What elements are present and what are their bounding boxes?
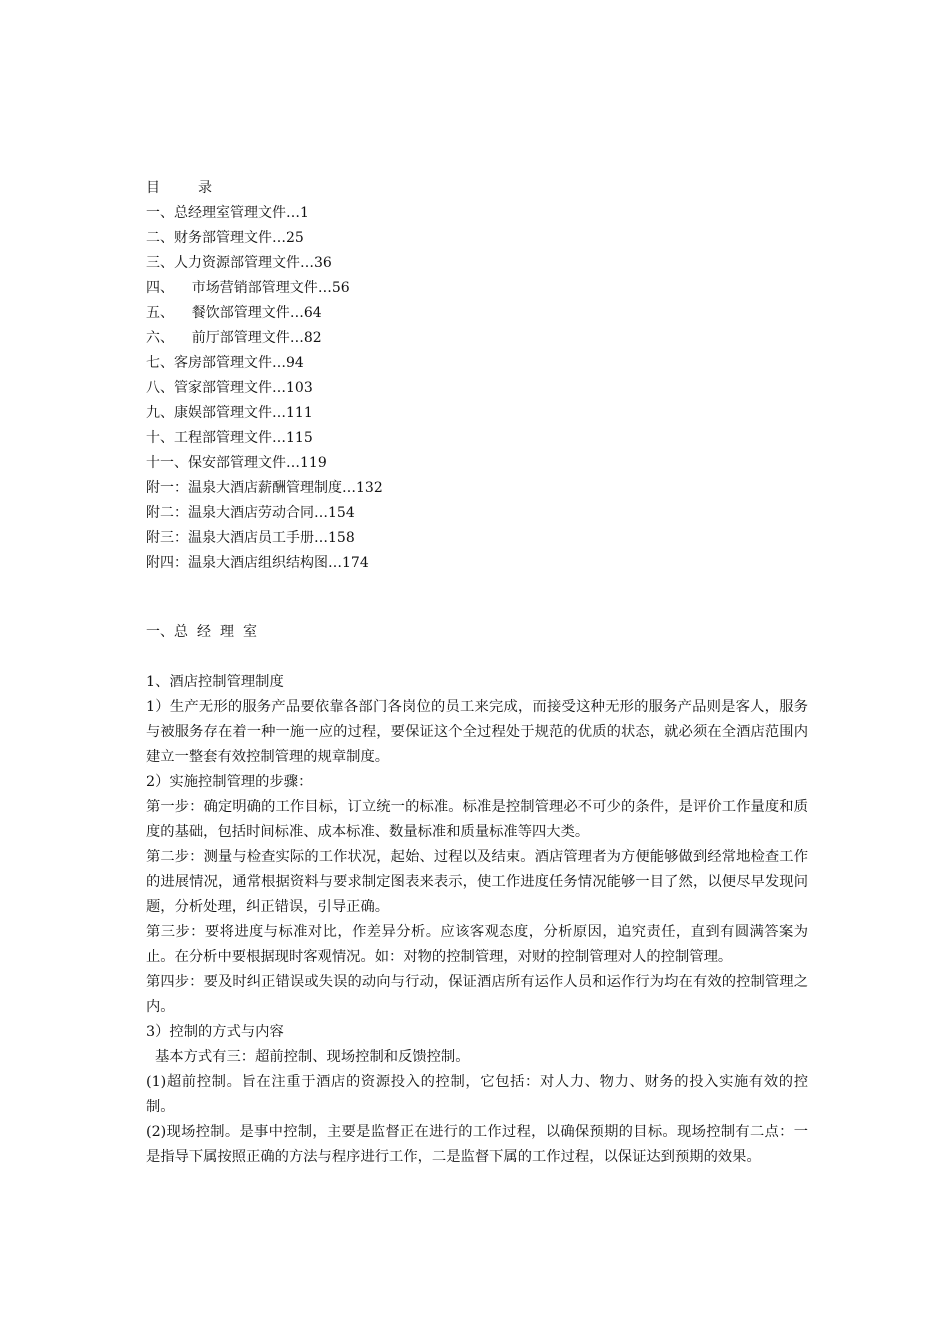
toc-entry-label: 附二：温泉大酒店劳动合同 xyxy=(146,505,314,521)
body-paragraph: 第一步：确定明确的工作目标，订立统一的标准。标准是控制管理必不可少的条件，是评价工作量度和质度的基础，包括时间标准、成本标准、数量标准和质量标准等四大类。 xyxy=(146,799,808,840)
toc-entry xyxy=(146,276,666,301)
toc-entry-label: 附三：温泉大酒店员工手册 xyxy=(146,530,314,546)
body-paragraph: 1）生产无形的服务产品要依靠各部门各岗位的员工来完成，而接受这种无形的服务产品则是客人，服务与被服务存在着一种一施一应的过程，要保证这个全过程处于规范的优质的状态，就必须在全酒店范围内建立一整套有效控制管理的规章制度。 xyxy=(146,699,808,765)
toc-leader-dots: … xyxy=(314,530,328,546)
paragraph-list xyxy=(146,670,808,1170)
toc-page-number: 56 xyxy=(331,280,350,296)
toc-page-number: 82 xyxy=(303,330,322,346)
section-body xyxy=(146,620,808,1170)
body-paragraph: 2）实施控制管理的步骤： xyxy=(146,774,313,790)
section-heading xyxy=(146,620,808,644)
toc-page-number: 64 xyxy=(303,305,322,321)
body-paragraph: (2)现场控制。是事中控制，主要是监督正在进行的工作过程，以确保预期的目标。现场控制有二点：一是指导下属按照正确的方法与程序进行工作，二是监督下属的工作过程，以保证达到预期的效果。 xyxy=(146,1124,808,1165)
toc-leader-dots: … xyxy=(286,455,300,471)
toc-leader-dots: … xyxy=(272,230,286,246)
toc-entry-label: 附一：温泉大酒店薪酬管理制度 xyxy=(146,480,342,496)
toc-page-number: 154 xyxy=(328,505,355,521)
body-paragraph: 第四步：要及时纠正错误或失误的动向与行动，保证酒店所有运作人员和运作行为均在有效的控制管理之内。 xyxy=(146,974,808,1015)
toc-entry-label: 七、客房部管理文件 xyxy=(146,355,272,371)
toc-entry-label: 十、工程部管理文件 xyxy=(146,430,272,446)
body-paragraph: 第二步：测量与检查实际的工作状况，起始、过程以及结束。酒店管理者为方便能够做到经常地检查工作的进展情况，通常根据资料与要求制定图表来表示，使工作进度任务情况能够一目了然，以便尽早发现问题，分析处理，纠正错误，引导正确。 xyxy=(146,849,808,915)
table-of-contents xyxy=(146,176,666,576)
toc-entry-label: 八、管家部管理文件 xyxy=(146,380,272,396)
toc-leader-dots: … xyxy=(342,480,356,496)
toc-entry xyxy=(146,251,666,276)
toc-page-number: 94 xyxy=(286,355,304,371)
toc-page-number: 25 xyxy=(286,230,304,246)
toc-leader-dots: … xyxy=(314,505,328,521)
toc-leader-dots: … xyxy=(272,430,286,446)
toc-entry-list xyxy=(146,201,666,576)
toc-entry-label: 三、人力资源部管理文件 xyxy=(146,255,300,271)
body-paragraph: 3）控制的方式与内容 xyxy=(146,1024,284,1040)
toc-entry xyxy=(146,526,666,551)
toc-page-number: 115 xyxy=(286,430,313,446)
toc-entry xyxy=(146,226,666,251)
toc-page-number: 103 xyxy=(286,380,313,396)
toc-entry-label: 二、财务部管理文件 xyxy=(146,230,272,246)
toc-page-number: 132 xyxy=(356,480,383,496)
toc-entry xyxy=(146,301,666,326)
toc-title-left: 目 xyxy=(146,180,160,196)
section-heading-char: 经 xyxy=(197,624,211,640)
toc-entry xyxy=(146,476,666,501)
toc-page-number: 174 xyxy=(342,555,369,571)
toc-entry xyxy=(146,451,666,476)
toc-leader-dots: … xyxy=(289,330,304,346)
toc-entry-label: 六、 前厅部管理文件 xyxy=(146,330,290,346)
section-heading-char: 室 xyxy=(243,624,257,640)
body-paragraph: 第三步：要将进度与标准对比，作差异分析。应该客观态度，分析原因，追究责任，直到有圆满答案为止。在分析中要根据现时客观情况。如：对物的控制管理，对财的控制管理对人的控制管理。 xyxy=(146,924,808,965)
body-paragraph: 基本方式有三：超前控制、现场控制和反馈控制。 xyxy=(155,1049,470,1065)
toc-entry xyxy=(146,501,666,526)
toc-entry-label: 九、康娱部管理文件 xyxy=(146,405,272,421)
toc-page-number: 1 xyxy=(300,205,309,221)
toc-page-number: 119 xyxy=(300,455,327,471)
toc-leader-dots: … xyxy=(272,405,286,421)
toc-title xyxy=(146,176,666,201)
toc-entry xyxy=(146,201,666,226)
toc-page-number: 158 xyxy=(328,530,355,546)
toc-title-right: 录 xyxy=(198,180,212,196)
toc-entry xyxy=(146,351,666,376)
toc-entry-label: 十一、保安部管理文件 xyxy=(146,455,286,471)
toc-entry xyxy=(146,401,666,426)
toc-entry-label: 五、 餐饮部管理文件 xyxy=(146,305,290,321)
toc-leader-dots: … xyxy=(289,305,304,321)
toc-page-number: 36 xyxy=(314,255,332,271)
toc-page-number: 111 xyxy=(286,405,313,421)
toc-leader-dots: … xyxy=(300,255,314,271)
toc-leader-dots: … xyxy=(328,555,342,571)
toc-leader-dots: … xyxy=(272,355,286,371)
toc-entry-label: 一、总经理室管理文件 xyxy=(146,205,286,221)
toc-entry xyxy=(146,326,666,351)
toc-entry xyxy=(146,551,666,576)
section-heading-char: 理 xyxy=(220,624,234,640)
toc-entry-label: 附四：温泉大酒店组织结构图 xyxy=(146,555,328,571)
toc-entry xyxy=(146,376,666,401)
toc-leader-dots: … xyxy=(286,205,300,221)
body-paragraph: 1、酒店控制管理制度 xyxy=(146,674,284,690)
toc-leader-dots: … xyxy=(272,380,286,396)
toc-entry xyxy=(146,426,666,451)
toc-entry-label: 四、 市场营销部管理文件 xyxy=(146,280,318,296)
section-heading-char: 一、总 xyxy=(146,624,188,640)
body-paragraph: (1)超前控制。旨在注重于酒店的资源投入的控制，它包括：对人力、物力、财务的投入实施有效的控制。 xyxy=(146,1074,808,1115)
toc-leader-dots: … xyxy=(317,280,332,296)
